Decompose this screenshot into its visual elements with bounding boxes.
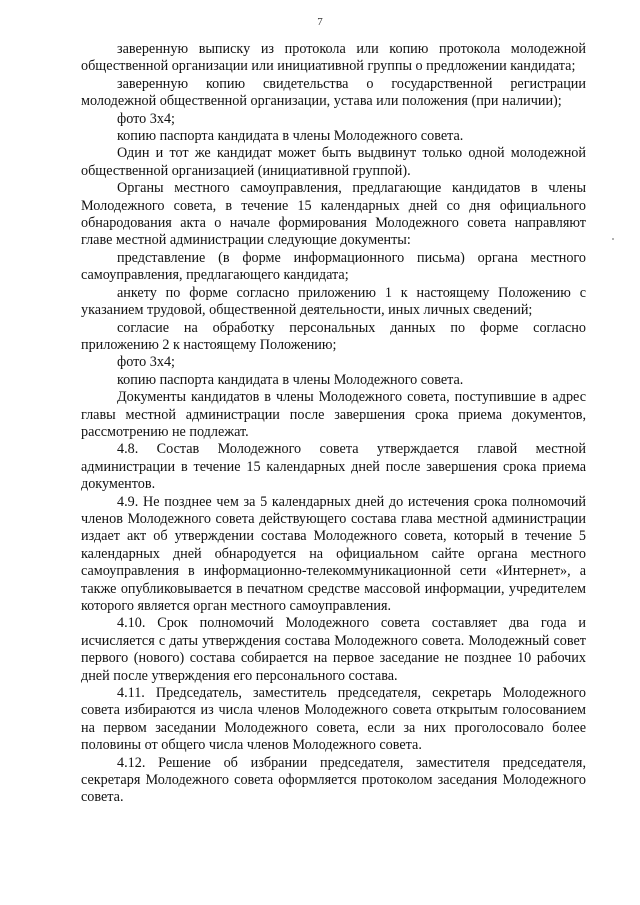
paragraph-registration-certificate: заверенную копию свидетельства о государственной регистрации молодежной общественной организации, устава или положения (при наличии); <box>81 75 586 110</box>
paragraph-data-consent: согласие на обработку персональных данных по форме согласно приложению 2 к настоящему Положению; <box>81 319 586 353</box>
paragraph-photo-2: фото 3х4; <box>117 354 175 371</box>
clause-4-9: 4.9. Не позднее чем за 5 календарных дней до истечения срока полномочий членов Молодежного совета действующего состава глава местной администрации издает акт об утверждении состава Молодежного совета, который в течение 5 календарных дней обнародуется на официальном сайте органа местного самоуправления в информационно-телекоммуникационной сети «Интернет», а также опубликовывается в печатном средстве массовой информации, учредителем которого является орган местного самоуправления. <box>81 493 586 614</box>
paragraph-representation-letter: представление (в форме информационного письма) органа местного самоуправления, предлагающего кандидата; <box>81 249 586 284</box>
clause-4-8: 4.8. Состав Молодежного совета утверждается главой местной администрации в течение 15 календарных дней после завершения срока приема документов. <box>81 441 586 493</box>
document-body <box>81 41 586 807</box>
clause-4-10: 4.10. Срок полномочий Молодежного совета составляет два года и исчисляется с даты утверждения состава Молодежного совета. Молодежный совет первого (нового) состава собирается на первое заседание не позднее 10 рабочих дней после утверждения его персонального состава. <box>81 615 586 684</box>
margin-dot <box>612 238 614 240</box>
paragraph-passport-copy-2: копию паспорта кандидата в члены Молодежного совета. <box>117 371 464 388</box>
paragraph-single-nomination: Один и тот же кандидат может быть выдвинут только одной молодежной общественной организацией (инициативной группой). <box>81 145 586 179</box>
paragraph-late-documents: Документы кандидатов в члены Молодежного совета, поступившие в адрес главы местной администрации после завершения срока приема документов, рассмотрению не подлежат. <box>81 389 586 440</box>
clause-4-11: 4.11. Председатель, заместитель председателя, секретарь Молодежного совета избираются из числа членов Молодежного совета открытым голосованием на первом заседании Молодежного совета, если за них проголосовало более половины от общего числа членов Молодежного совета. <box>81 685 586 754</box>
paragraph-protocol-extract: заверенную выписку из протокола или копию протокола молодежной общественной организации или инициативной группы о предложении кандидата; <box>81 41 586 75</box>
paragraph-questionnaire: анкету по форме согласно приложению 1 к настоящему Положению с указанием трудовой, общественной деятельности, иных личных сведений; <box>81 284 586 319</box>
page-number: 7 <box>317 16 323 28</box>
paragraph-passport-copy: копию паспорта кандидата в члены Молодежного совета. <box>117 128 464 145</box>
paragraph-photo: фото 3х4; <box>117 110 175 127</box>
clause-4-12: 4.12. Решение об избрании председателя, заместителя председателя, секретаря Молодежного совета оформляется протоколом заседания Молодежного совета. <box>81 754 586 806</box>
paragraph-local-government-bodies: Органы местного самоуправления, предлагающие кандидатов в члены Молодежного совета, в течение 15 календарных дней со дня официального обнародования акта о начале формирования Молодежного совета направляют главе местной администрации следующие документы: <box>81 180 586 249</box>
